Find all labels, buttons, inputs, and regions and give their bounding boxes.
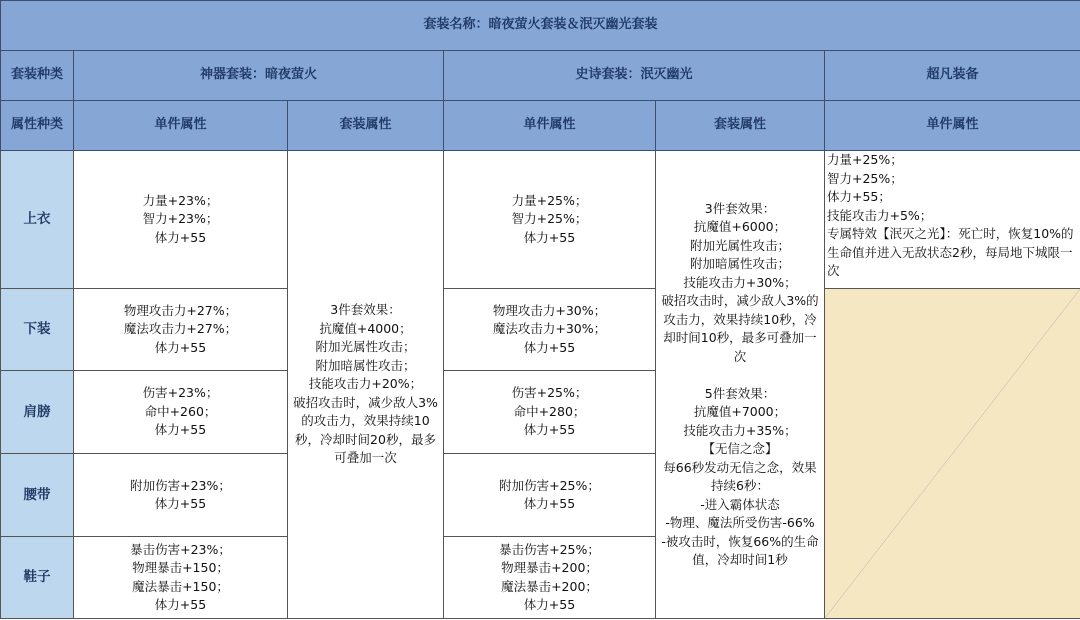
attr-type-label: 属性种类 [1,101,74,151]
slot-name: 上衣 [1,151,74,289]
artifact-set-attr-header: 套装属性 [288,101,444,151]
table-row [1,151,1080,289]
epic-set-header: 史诗套装：泯灭幽光 [444,51,825,101]
set-type-label: 套装种类 [1,51,74,101]
artifact-single-header: 单件属性 [74,101,288,151]
epic-set-attr-header: 套装属性 [656,101,825,151]
table-row [1,289,1080,371]
slot-name: 肩膀 [1,371,74,454]
slot-name: 鞋子 [1,537,74,619]
epic-single-attr: 附加伤害+25%； 体力+55 [444,454,656,537]
artifact-single-attr: 物理攻击力+27%； 魔法攻击力+27%； 体力+55 [74,289,288,371]
artifact-single-attr: 暴击伤害+23%； 物理暴击+150； 魔法暴击+150； 体力+55 [74,537,288,619]
artifact-set-header: 神器套装：暗夜萤火 [74,51,444,101]
legendary-header: 超凡装备 [825,51,1080,101]
epic-single-header: 单件属性 [444,101,656,151]
epic-single-attr: 暴击伤害+25%； 物理暴击+200； 魔法暴击+200； 体力+55 [444,537,656,619]
epic-single-attr: 伤害+25%； 命中+280； 体力+55 [444,371,656,454]
table-title: 套装名称：暗夜萤火套装＆泯灭幽光套装 [1,1,1080,51]
slot-name: 下装 [1,289,74,371]
epic-set-bonus: 3件套效果： 抗魔值+6000； 附加光属性攻击； 附加暗属性攻击； 技能攻击力+30%； 破招攻击时，减少敌人3%的攻击力，效果持续10秒，冷却时间10秒，最多可叠加一次 5件套效果： 抗魔值+7000； 技能攻击力+35%； 【无信之念】 每66秒发动无信之念，效果持续6秒： -进入霸体状态 -物理、魔法所受伤害-66% -被攻击时，恢复66%的生命值，冷却时间1秒 [656,151,825,619]
artifact-single-attr: 力量+23%； 智力+23%； 体力+55 [74,151,288,289]
artifact-single-attr: 伤害+23%； 命中+260； 体力+55 [74,371,288,454]
empty-diagonal-cell [825,289,1080,619]
epic-single-attr: 物理攻击力+30%； 魔法攻击力+30%； 体力+55 [444,289,656,371]
artifact-single-attr: 附加伤害+23%； 体力+55 [74,454,288,537]
legendary-single-header: 单件属性 [825,101,1080,151]
legendary-top-attr: 力量+25%； 智力+25%； 体力+55； 技能攻击力+5%； 专属特效【泯灭之光】：死亡时，恢复10%的生命值并进入无敌状态2秒，每局地下城限一次 [825,151,1080,289]
diagonal-line [825,289,1080,618]
epic-single-attr: 力量+25%； 智力+25%； 体力+55 [444,151,656,289]
slot-name: 腰带 [1,454,74,537]
artifact-set-bonus: 3件套效果： 抗魔值+4000； 附加光属性攻击； 附加暗属性攻击； 技能攻击力+20%； 破招攻击时，减少敌人3%的攻击力，效果持续10秒，冷却时间20秒，最多可叠加一次 [288,151,444,619]
